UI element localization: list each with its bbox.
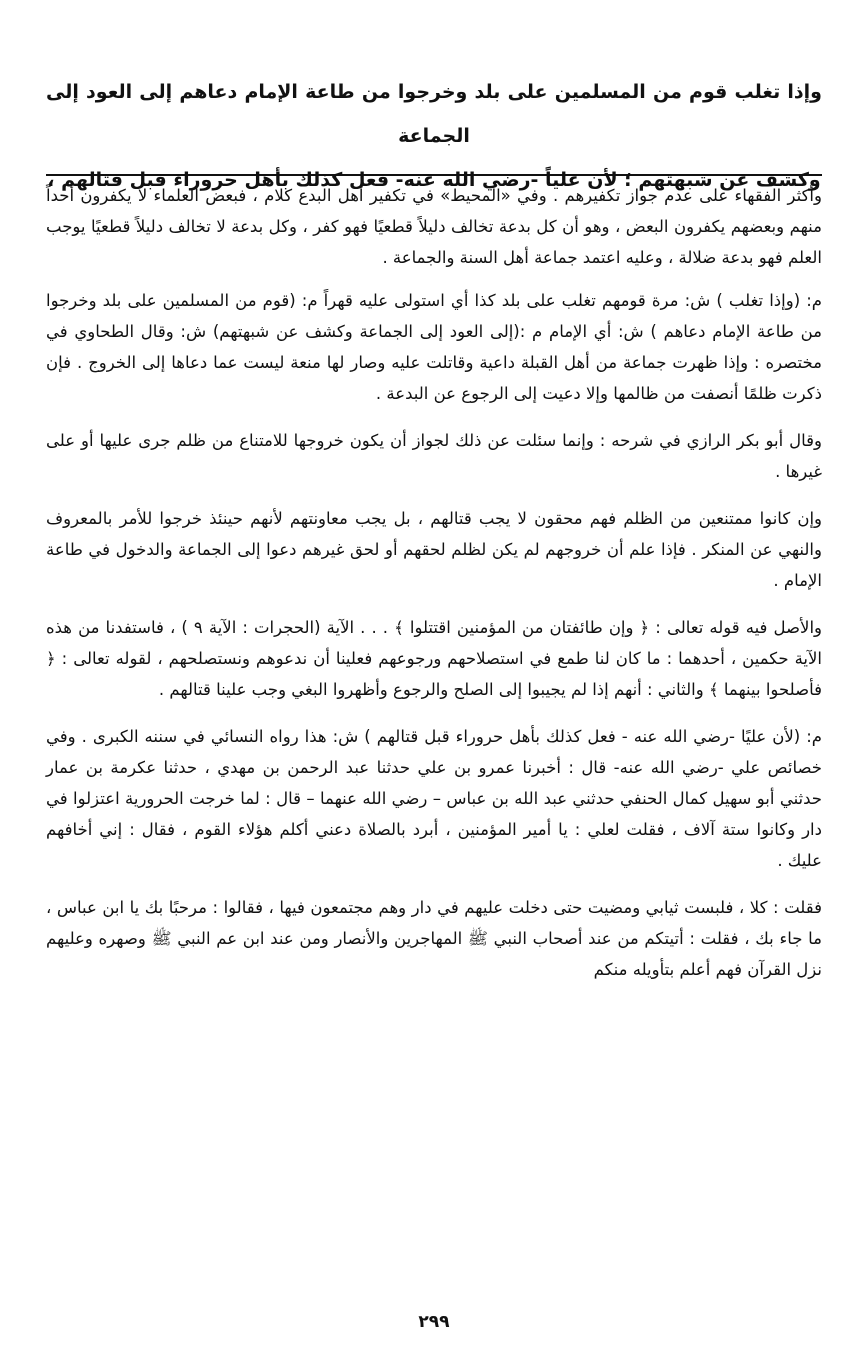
paragraph: م: (وإذا تغلب ) ش: مرة قومهم تغلب على بلد كذا أي استولى عليه قهراً م: (قوم من المسلمين على بلد وخرجوا من طاعة الإمام دعاهم ) ش: أي الإمام م :(إلى العود إلى الجماعة وكشف عن شبهتهم) ش: وقال الطحاوي في مختصره : وإذا ظهرت جماعة من أهل القبلة داعية وقاتلت عليه وصار لها منعة ليست عما دعاها إلى الخروج . فإن ذكرت ظلمًا أنصفت من ظالمها وإلا دعيت إلى الرجوع عن البدعة . bbox=[46, 291, 822, 403]
footnote-separator-line bbox=[46, 174, 822, 176]
paragraph: فقلت : كلا ، فلبست ثيابي ومضيت حتى دخلت عليهم في دار وهم مجتمعون فيها ، فقالوا : مرحبًا بك يا ابن عباس ، ما جاء بك ، فقلت : أتيتكم من عند أصحاب النبي ﷺ المهاجرين والأنصار ومن عند ابن عم النبي ﷺ وصهره وعليهم نزل القرآن فهم أعلم بتأويله منكم bbox=[46, 898, 822, 979]
matn-line-1: وإذا تغلب قوم من المسلمين على بلد وخرجوا من طاعة الإمام دعاهم إلى العود إلى الجماعة bbox=[46, 81, 822, 147]
paragraph: وقال أبو بكر الرازي في شرحه : وإنما سئلت عن ذلك لجواز أن يكون خروجها للامتناع من ظلم جرى عليها أو على غيرها . bbox=[46, 431, 822, 481]
paragraph: م: (لأن عليًا -رضي الله عنه - فعل كذلك بأهل حروراء قبل قتالهم ) ش: هذا رواه النسائي في سننه الكبرى . وفي خصائص علي -رضي الله عنه- قال : أخبرنا عمرو بن علي حدثنا عبد الرحمن بن مهدي ، حدثنا عكرمة بن عمار حدثني أبو سهيل كمال الحنفي حدثني عبد الله بن عباس – رضي الله عنهما – قال : لما خرجت الحرورية اعتزلوا في دار وكانوا ستة آلاف ، فقلت لعلي : يا أمير المؤمنين ، أبرد بالصلاة دعني أكلم هؤلاء القوم ، فقال : إني أخافهم عليك . bbox=[46, 727, 822, 870]
paragraph: والأصل فيه قوله تعالى : ﴿ وإن طائفتان من المؤمنين اقتتلوا ﴾ . . . الآية (الحجرات : الآية ٩ ) ، فاستفدنا من هذه الآية حكمين ، أحدهما : ما كان لنا طمع في استصلاحهم ورجوعهم فعلينا أن ندعوهم ونستصلحهم ، لقوله تعالى : ﴿ فأصلحوا بينهما ﴾ والثاني : أنهم إذا لم يجيبوا إلى الصلح والرجوع وأظهروا البغي وجب علينا قتالهم . bbox=[46, 618, 822, 699]
matn-line-2: وكشف عن شبهتهم ؛ لأن علياً -رضي الله عنه- فعل كذلك بأهل حروراء قبل قتالهم ، bbox=[47, 169, 821, 191]
commentary-text bbox=[46, 180, 822, 1001]
paragraph: وإن كانوا ممتنعين من الظلم فهم محقون لا يجب قتالهم ، بل يجب معاونتهم لأنهم حينئذ خرجوا للأمر بالمعروف والنهي عن المنكر . فإذا علم أن خروجهم لم يكن لظلم لحقهم أو لحق غيرهم دعوا إلى الجماعة والدخول في طاعة الإمام . bbox=[46, 509, 822, 590]
paragraph: وأكثر الفقهاء على عدم جواز تكفيرهم . وفي «المحيط» في تكفير أهل البدع كلام ، فبعض العلماء لا يكفرون أحداً منهم وبعضهم يكفرون البعض ، وهو أن كل بدعة تخالف دليلاً قطعيًا فهو كفر ، وكل بدعة لا تخالف دليلاً قطعيًا يوجب العلم فهو بدعة ضلالة ، وعليه اعتمد جماعة أهل السنة والجماعة . bbox=[46, 186, 822, 267]
page-number: ٢٩٩ bbox=[418, 1312, 450, 1332]
